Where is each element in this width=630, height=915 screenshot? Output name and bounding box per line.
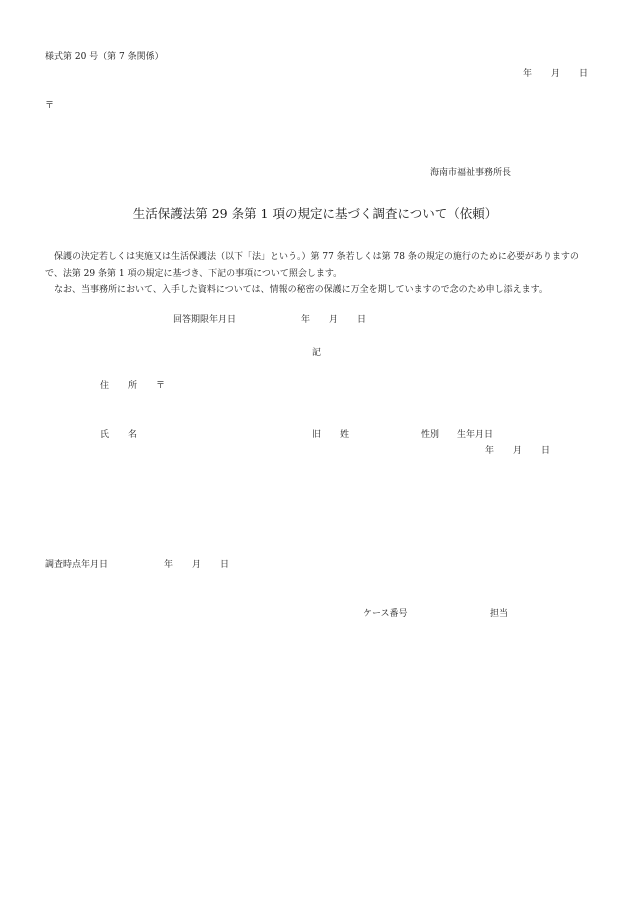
birth-day: 日: [541, 446, 551, 456]
name-label-2: 名: [128, 430, 138, 440]
birthdate-label: 生年月日: [457, 430, 494, 440]
former-surname-label-2: 姓: [340, 430, 350, 440]
birth-month: 月: [513, 446, 523, 456]
birth-year: 年: [485, 446, 495, 456]
reply-deadline-year: 年: [301, 315, 311, 325]
body-paragraph-2: なお、当事務所において、入手した資料については、情報の秘密の保護に万全を期していますので念のため申し添えます。: [54, 285, 548, 295]
document-title: 生活保護法第 29 条第 1 項の規定に基づく調査について（依頼）: [132, 206, 498, 221]
body-text: [45, 249, 590, 299]
gender-label: 性別: [421, 430, 440, 440]
person-in-charge-label: 担当: [490, 609, 509, 619]
survey-date-year: 年: [164, 560, 174, 570]
header-date-day: 日: [579, 69, 589, 79]
reply-deadline-month: 月: [329, 315, 339, 325]
address-label-1: 住: [100, 381, 110, 391]
header-date-month: 月: [551, 69, 561, 79]
reply-deadline-day: 日: [357, 315, 367, 325]
ki-heading: 記: [312, 348, 322, 358]
former-surname-label-1: 旧: [312, 430, 322, 440]
body-paragraph-1: 保護の決定若しくは実施又は生活保護法（以下「法」という。）第 77 条若しくは第 78 条の規定の施行のために必要がありますので、法第 29 条第 1 項の規定に基づき、下記の事項について照会します。: [45, 252, 579, 279]
sender-name: 海南市福祉事務所長: [430, 168, 512, 178]
survey-date-label: 調査時点年月日: [45, 560, 109, 570]
case-number-label: ケース番号: [363, 609, 408, 619]
address-postal-mark: 〒: [156, 381, 166, 391]
form-number: 様式第 20 号（第 7 条関係）: [45, 52, 164, 62]
recipient-postal-mark: 〒: [45, 101, 55, 111]
survey-date-month: 月: [192, 560, 202, 570]
survey-date-day: 日: [220, 560, 230, 570]
address-label-2: 所: [128, 381, 138, 391]
name-label-1: 氏: [100, 430, 110, 440]
header-date-year: 年: [523, 69, 533, 79]
reply-deadline-label: 回答期限年月日: [173, 315, 237, 325]
